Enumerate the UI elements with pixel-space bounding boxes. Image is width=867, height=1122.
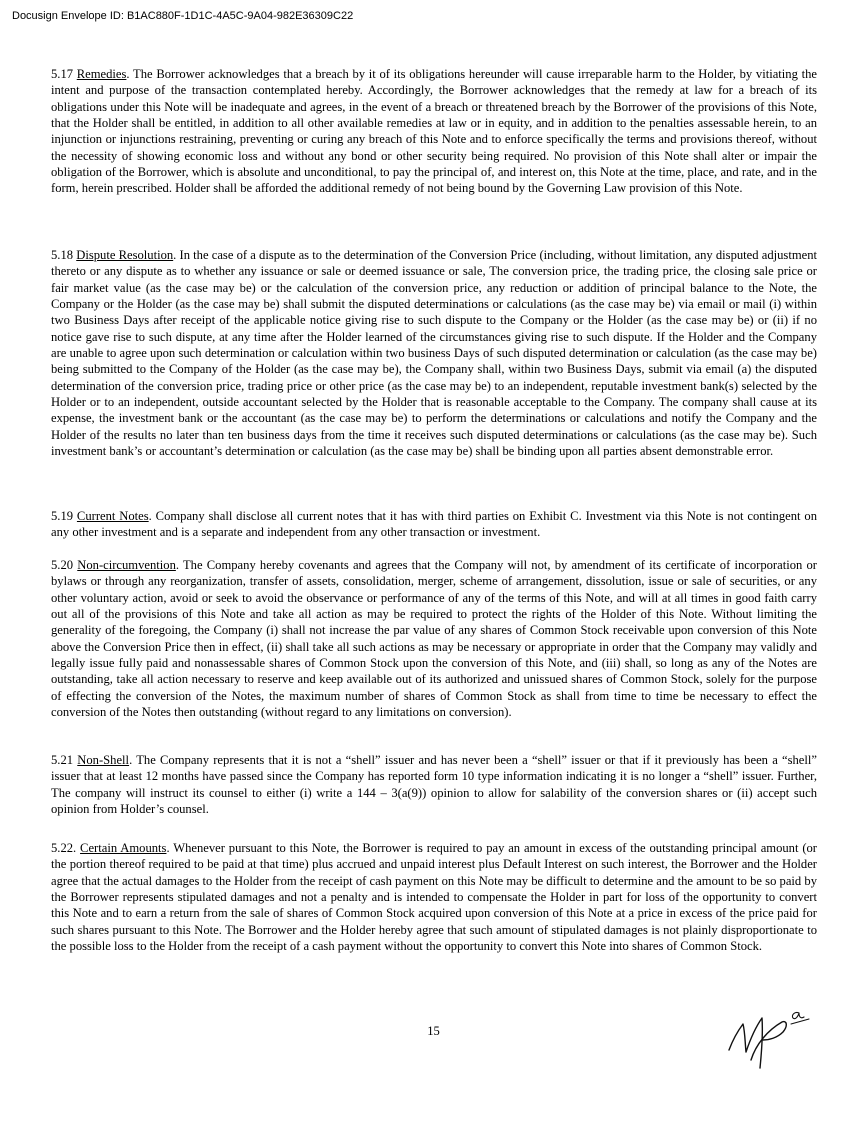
section-5-21 (51, 752, 817, 817)
section-body: . In the case of a dispute as to the determination of the Conversion Price (including, without limitation, any disputed adjustment thereto or any dispute as to whether any issuance or sale or deemed issuance or sale, The conversion price, the trading price, the closing sale price or fair market value (as the case may be) or the calculation of the conversion price, any reduction or addition of principal balance to the Note, the Company or the Holder (as the case may be) shall submit the disputed determinations or calculations (as the case may be) via email or mail (i) within two Business Days after receipt of the applicable notice giving rise to such dispute to the Company or the Holder (as the case may be) or (ii) if no notice gave rise to such dispute, at any time after the Holder learned of the circumstances giving rise to such dispute. If the Holder and the Company are unable to agree upon such determination or calculation within two business Days of such disputed determination or calculation (as the case may be) being submitted to the Company of the Holder (as the case may be), the Company shall, within two Business Days, submit via email (a) the disputed determination of the conversion price, trading price or other price (as the case may be) to an independent, reputable investment bank(s) selected by the Holder or to an independent, outside accountant selected by the Holder that is reasonable acceptable to the Company. The company shall cause at its expense, the investment bank or the accountant (as the case may be) to perform the determinations or calculations and notify the Company and the Holder of the results no later than ten business days from the time it receives such disputed determinations or calculations (as the case may be). Such investment bank’s or accountant’s determination or calculation (as the case may be) shall be binding upon all parties absent demonstrable error. (51, 248, 817, 459)
envelope-id: Docusign Envelope ID: B1AC880F-1D1C-4A5C-9A04-982E36309C22 (12, 10, 354, 22)
section-body: . Company shall disclose all current notes that it has with third parties on Exhibit C. Investment via this Note is not contingent on any other investment and is a separate and independent from any other transaction or investment. (51, 509, 817, 540)
section-5-17 (51, 66, 817, 197)
section-heading: Certain Amounts (80, 841, 167, 855)
section-number: 5.22. (51, 841, 77, 855)
signature-initials-mark (725, 1002, 825, 1077)
section-heading: Remedies (76, 67, 127, 81)
section-body: . Whenever pursuant to this Note, the Borrower is required to pay an amount in excess of the outstanding principal amount (or the portion thereof required to be paid at that time) plus accrued and unpaid interest plus Default Interest on such interest, the Borrower and the Holder agree that the actual damages to the Holder from the receipt of cash payment on this Note may be difficult to determine and the amount to be so paid by the Borrower represents stipulated damages and not a penalty and is intended to compensate the Holder in part for loss of the opportunity to convert this Note and to earn a return from the sale of shares of Common Stock acquired upon conversion of this Note at a price in excess of the price paid for such shares pursuant to this Note. The Borrower and the Holder hereby agree that such amount of stipulated damages is not plainly disproportionate to the possible loss to the Holder from the receipt of a cash payment without the opportunity to convert this Note into shares of Common Stock. (51, 841, 818, 954)
section-number: 5.18 (51, 248, 74, 262)
section-5-18 (51, 247, 817, 459)
section-heading: Non-circumvention (77, 558, 176, 572)
section-number: 5.21 (51, 753, 74, 767)
section-5-22 (51, 840, 817, 954)
section-number: 5.20 (51, 558, 74, 572)
section-heading: Dispute Resolution (76, 248, 174, 262)
section-number: 5.17 (51, 67, 74, 81)
section-number: 5.19 (51, 509, 74, 523)
section-heading: Non-Shell (77, 753, 130, 767)
section-body: . The Borrower acknowledges that a breach by it of its obligations hereunder will cause irreparable harm to the Holder, by vitiating the intent and purpose of the transaction contemplated hereby. Accordingly, the Borrower acknowledges that the remedy at law for a breach of its obligations under this Note will be inadequate and agrees, in the event of a breach or threatened breach by the Borrower of the provisions of this Note, that the Holder shall be entitled, in addition to all other available remedies at law or in equity, and in addition to the penalties assessable herein, to an injunction or injunctions restraining, preventing or curing any breach of this Note and to enforce specifically the terms and provisions thereof, without the necessity of showing economic loss and without any bond or other security being required. No provision of this Note shall alter or impair the obligation of the Borrower, which is absolute and unconditional, to pay the principal of, and interest on, this Note at the time, place, and rate, and in the form, herein prescribed. Holder shall be afforded the additional remedy of not being bound by the Governing Law provision of this Note. (51, 67, 817, 196)
section-body: . The Company represents that it is not a “shell” issuer and has never been a “shell” issuer or that if it previously has been a “shell” issuer that at least 12 months have passed since the Company has reported form 10 type information indicating it is no longer a “shell” issuer. Further, The company will instruct its counsel to either (i) write a 144 – 3(a(9)) opinion to allow for salability of the conversion shares or (ii) accept such opinion from Holder’s counsel. (51, 753, 817, 817)
section-5-20 (51, 557, 817, 720)
section-5-19 (51, 508, 817, 541)
section-heading: Current Notes (76, 509, 149, 523)
section-body: . The Company hereby covenants and agrees that the Company will not, by amendment of its certificate of incorporation or bylaws or through any reorganization, transfer of assets, consolidation, merger, scheme of arrangement, dissolution, issue or sale of securities, or any other voluntary action, avoid or seek to avoid the observance or performance of any of the terms of this Note, and will at all times in good faith carry out all of the provisions of this Note and take all action as may be required to protect the rights of the Holder of this Note. Without limiting the generality of the foregoing, the Company (i) shall not increase the par value of any shares of Common Stock receivable upon conversion of this Note above the Conversion Price then in effect, (ii) shall take all such actions as may be necessary or appropriate in order that the Company may validly and legally issue fully paid and nonassessable shares of Common Stock upon the conversion of this Note, and (iii) shall, so long as any of the Notes are outstanding, take all action necessary to reserve and keep available out of its authorized and unissued shares of Common Stock, solely for the purpose of effecting the conversion of the Notes, the maximum number of shares of Common Stock as shall from time to time be necessary to effect the conversion of the Notes then outstanding (without regard to any limitations on conversion). (51, 558, 817, 720)
page-number: 15 (427, 1024, 440, 1038)
